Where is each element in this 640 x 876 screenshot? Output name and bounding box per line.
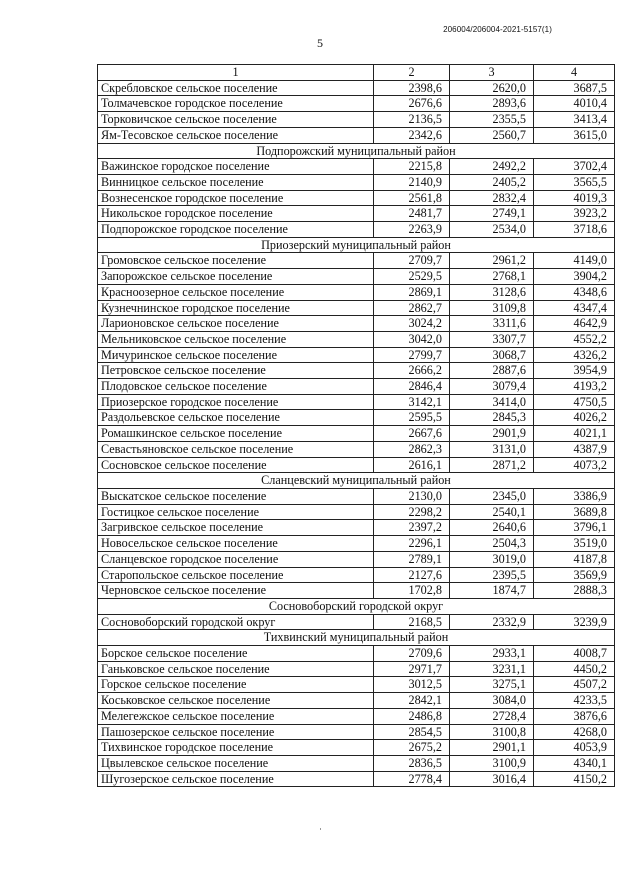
table-row xyxy=(98,771,615,787)
value-cell: 2168,5 xyxy=(374,614,450,630)
value-cell: 3904,2 xyxy=(534,269,615,285)
value-cell: 2888,3 xyxy=(534,583,615,599)
settlement-name-cell: Тихвинское городское поселение xyxy=(98,740,374,756)
settlement-name-cell: Сосновское сельское поселение xyxy=(98,457,374,473)
table-row xyxy=(98,80,615,96)
table-row xyxy=(98,347,615,363)
settlement-name-cell: Коськовское сельское поселение xyxy=(98,693,374,709)
table-body xyxy=(98,65,615,787)
value-cell: 2728,4 xyxy=(450,708,534,724)
column-header: 3 xyxy=(450,65,534,81)
value-cell: 2901,9 xyxy=(450,426,534,442)
settlement-name-cell: Мичуринское сельское поселение xyxy=(98,347,374,363)
table-row xyxy=(98,363,615,379)
value-cell: 3307,7 xyxy=(450,331,534,347)
column-header: 2 xyxy=(374,65,450,81)
table-row xyxy=(98,206,615,222)
value-cell: 3954,9 xyxy=(534,363,615,379)
value-cell: 4552,2 xyxy=(534,331,615,347)
value-cell: 2667,6 xyxy=(374,426,450,442)
value-cell: 2789,1 xyxy=(374,551,450,567)
value-cell: 4021,1 xyxy=(534,426,615,442)
value-cell: 2901,1 xyxy=(450,740,534,756)
value-cell: 2666,2 xyxy=(374,363,450,379)
settlement-name-cell: Скребловское сельское поселение xyxy=(98,80,374,96)
value-cell: 3275,1 xyxy=(450,677,534,693)
table-row xyxy=(98,755,615,771)
table-row xyxy=(98,331,615,347)
value-cell: 4326,2 xyxy=(534,347,615,363)
settlement-name-cell: Гостицкое сельское поселение xyxy=(98,504,374,520)
value-cell: 4233,5 xyxy=(534,693,615,709)
table-row xyxy=(98,394,615,410)
value-cell: 2676,6 xyxy=(374,96,450,112)
value-cell: 2561,8 xyxy=(374,190,450,206)
value-cell: 4642,9 xyxy=(534,316,615,332)
table-row xyxy=(98,536,615,552)
value-cell: 2933,1 xyxy=(450,646,534,662)
value-cell: 2540,1 xyxy=(450,504,534,520)
value-cell: 3128,6 xyxy=(450,284,534,300)
settlement-name-cell: Цвылевское сельское поселение xyxy=(98,755,374,771)
district-title: Тихвинский муниципальный район xyxy=(98,630,615,646)
value-cell: 2560,7 xyxy=(450,127,534,143)
table-row xyxy=(98,269,615,285)
table-row xyxy=(98,441,615,457)
table-row xyxy=(98,708,615,724)
value-cell: 2836,5 xyxy=(374,755,450,771)
value-cell: 4750,5 xyxy=(534,394,615,410)
value-cell: 2140,9 xyxy=(374,174,450,190)
settlement-name-cell: Ганьковское сельское поселение xyxy=(98,661,374,677)
value-cell: 2263,9 xyxy=(374,222,450,238)
value-cell: 2397,2 xyxy=(374,520,450,536)
settlement-name-cell: Старопольское сельское поселение xyxy=(98,567,374,583)
settlement-name-cell: Запорожское сельское поселение xyxy=(98,269,374,285)
settlement-name-cell: Торковичское сельское поселение xyxy=(98,112,374,128)
value-cell: 2136,5 xyxy=(374,112,450,128)
value-cell: 4193,2 xyxy=(534,379,615,395)
value-cell: 2749,1 xyxy=(450,206,534,222)
table-row xyxy=(98,661,615,677)
value-cell: 3131,0 xyxy=(450,441,534,457)
value-cell: 2486,8 xyxy=(374,708,450,724)
table-row xyxy=(98,740,615,756)
settlement-name-cell: Вознесенское городское поселение xyxy=(98,190,374,206)
settlement-name-cell: Ромашкинское сельское поселение xyxy=(98,426,374,442)
district-title: Приозерский муниципальный район xyxy=(98,237,615,253)
value-cell: 4008,7 xyxy=(534,646,615,662)
settlement-name-cell: Мелегежское сельское поселение xyxy=(98,708,374,724)
settlement-name-cell: Борское сельское поселение xyxy=(98,646,374,662)
value-cell: 2971,7 xyxy=(374,661,450,677)
value-cell: 3923,2 xyxy=(534,206,615,222)
value-cell: 3687,5 xyxy=(534,80,615,96)
district-header-row xyxy=(98,598,615,614)
settlement-name-cell: Раздольевское сельское поселение xyxy=(98,410,374,426)
value-cell: 2130,0 xyxy=(374,488,450,504)
value-cell: 2862,3 xyxy=(374,441,450,457)
settlement-name-cell: Шугозерское сельское поселение xyxy=(98,771,374,787)
value-cell: 2709,7 xyxy=(374,253,450,269)
value-cell: 3689,8 xyxy=(534,504,615,520)
district-title: Подпорожский муниципальный район xyxy=(98,143,615,159)
value-cell: 2595,5 xyxy=(374,410,450,426)
district-title: Сланцевский муниципальный район xyxy=(98,473,615,489)
value-cell: 2215,8 xyxy=(374,159,450,175)
table-row xyxy=(98,551,615,567)
value-cell: 2845,3 xyxy=(450,410,534,426)
value-cell: 2832,4 xyxy=(450,190,534,206)
table-row xyxy=(98,190,615,206)
table-row xyxy=(98,222,615,238)
settlement-name-cell: Приозерское городское поселение xyxy=(98,394,374,410)
column-header: 4 xyxy=(534,65,615,81)
document-id: 206004/206004-2021-5157(1) xyxy=(443,25,552,34)
table-row xyxy=(98,488,615,504)
table-row xyxy=(98,174,615,190)
value-cell: 3016,4 xyxy=(450,771,534,787)
table-row xyxy=(98,677,615,693)
value-cell: 3079,4 xyxy=(450,379,534,395)
value-cell: 2846,4 xyxy=(374,379,450,395)
value-cell: 2961,2 xyxy=(450,253,534,269)
value-cell: 1702,8 xyxy=(374,583,450,599)
value-cell: 3024,2 xyxy=(374,316,450,332)
table-row xyxy=(98,410,615,426)
value-cell: 3876,6 xyxy=(534,708,615,724)
table-row xyxy=(98,379,615,395)
value-cell: 2862,7 xyxy=(374,300,450,316)
value-cell: 3042,0 xyxy=(374,331,450,347)
value-cell: 2481,7 xyxy=(374,206,450,222)
table-header-row xyxy=(98,65,615,81)
value-cell: 2345,0 xyxy=(450,488,534,504)
table-row xyxy=(98,127,615,143)
value-cell: 2332,9 xyxy=(450,614,534,630)
value-cell: 1874,7 xyxy=(450,583,534,599)
value-cell: 2492,2 xyxy=(450,159,534,175)
table-row xyxy=(98,96,615,112)
value-cell: 3068,7 xyxy=(450,347,534,363)
value-cell: 4387,9 xyxy=(534,441,615,457)
value-cell: 3142,1 xyxy=(374,394,450,410)
table-row xyxy=(98,724,615,740)
value-cell: 2355,5 xyxy=(450,112,534,128)
district-header-row xyxy=(98,630,615,646)
district-header-row xyxy=(98,473,615,489)
value-cell: 2395,5 xyxy=(450,567,534,583)
district-header-row xyxy=(98,237,615,253)
value-cell: 2504,3 xyxy=(450,536,534,552)
value-cell: 2298,2 xyxy=(374,504,450,520)
table-row xyxy=(98,504,615,520)
value-cell: 3100,8 xyxy=(450,724,534,740)
settlement-name-cell: Сланцевское городское поселение xyxy=(98,551,374,567)
table-row xyxy=(98,457,615,473)
value-cell: 4507,2 xyxy=(534,677,615,693)
settlement-name-cell: Плодовское сельское поселение xyxy=(98,379,374,395)
settlement-name-cell: Громовское сельское поселение xyxy=(98,253,374,269)
value-cell: 3084,0 xyxy=(450,693,534,709)
value-cell: 3109,8 xyxy=(450,300,534,316)
value-cell: 4340,1 xyxy=(534,755,615,771)
value-cell: 2529,5 xyxy=(374,269,450,285)
value-cell: 3718,6 xyxy=(534,222,615,238)
settlement-name-cell: Красноозерное сельское поселение xyxy=(98,284,374,300)
table-row xyxy=(98,300,615,316)
value-cell: 2871,2 xyxy=(450,457,534,473)
value-cell: 2778,4 xyxy=(374,771,450,787)
district-header-row xyxy=(98,143,615,159)
value-cell: 3239,9 xyxy=(534,614,615,630)
settlement-name-cell: Сосновоборский городской округ xyxy=(98,614,374,630)
table-row xyxy=(98,253,615,269)
value-cell: 2799,7 xyxy=(374,347,450,363)
table-row xyxy=(98,426,615,442)
settlement-name-cell: Ям-Тесовское сельское поселение xyxy=(98,127,374,143)
value-cell: 4268,0 xyxy=(534,724,615,740)
value-cell: 3519,0 xyxy=(534,536,615,552)
scan-speck xyxy=(320,828,321,830)
value-cell: 3386,9 xyxy=(534,488,615,504)
table-row xyxy=(98,583,615,599)
data-table xyxy=(97,64,615,787)
table-row xyxy=(98,159,615,175)
settlement-name-cell: Пашозерское сельское поселение xyxy=(98,724,374,740)
value-cell: 4149,0 xyxy=(534,253,615,269)
value-cell: 3796,1 xyxy=(534,520,615,536)
value-cell: 2709,6 xyxy=(374,646,450,662)
value-cell: 4187,8 xyxy=(534,551,615,567)
value-cell: 2768,1 xyxy=(450,269,534,285)
value-cell: 4010,4 xyxy=(534,96,615,112)
settlement-name-cell: Мельниковское сельское поселение xyxy=(98,331,374,347)
district-title: Сосновоборский городской округ xyxy=(98,598,615,614)
value-cell: 3012,5 xyxy=(374,677,450,693)
settlement-name-cell: Новосельское сельское поселение xyxy=(98,536,374,552)
value-cell: 2854,5 xyxy=(374,724,450,740)
value-cell: 2127,6 xyxy=(374,567,450,583)
page-number: 5 xyxy=(317,36,323,50)
value-cell: 3413,4 xyxy=(534,112,615,128)
value-cell: 4053,9 xyxy=(534,740,615,756)
value-cell: 3414,0 xyxy=(450,394,534,410)
value-cell: 4026,2 xyxy=(534,410,615,426)
column-header: 1 xyxy=(98,65,374,81)
table-row xyxy=(98,614,615,630)
value-cell: 2534,0 xyxy=(450,222,534,238)
settlement-name-cell: Кузнечнинское городское поселение xyxy=(98,300,374,316)
settlement-name-cell: Загривское сельское поселение xyxy=(98,520,374,536)
settlement-name-cell: Горское сельское поселение xyxy=(98,677,374,693)
settlement-name-cell: Важинское городское поселение xyxy=(98,159,374,175)
value-cell: 2620,0 xyxy=(450,80,534,96)
settlement-name-cell: Севастьяновское сельское поселение xyxy=(98,441,374,457)
value-cell: 3311,6 xyxy=(450,316,534,332)
value-cell: 2342,6 xyxy=(374,127,450,143)
value-cell: 4019,3 xyxy=(534,190,615,206)
settlement-name-cell: Выскатское сельское поселение xyxy=(98,488,374,504)
value-cell: 4150,2 xyxy=(534,771,615,787)
value-cell: 4348,6 xyxy=(534,284,615,300)
settlement-name-cell: Толмачевское городское поселение xyxy=(98,96,374,112)
settlement-name-cell: Черновское сельское поселение xyxy=(98,583,374,599)
table-row xyxy=(98,520,615,536)
value-cell: 2893,6 xyxy=(450,96,534,112)
table-row xyxy=(98,693,615,709)
table-row xyxy=(98,316,615,332)
value-cell: 3019,0 xyxy=(450,551,534,567)
value-cell: 3702,4 xyxy=(534,159,615,175)
value-cell: 3615,0 xyxy=(534,127,615,143)
value-cell: 4073,2 xyxy=(534,457,615,473)
value-cell: 3100,9 xyxy=(450,755,534,771)
table-row xyxy=(98,567,615,583)
settlement-name-cell: Ларионовское сельское поселение xyxy=(98,316,374,332)
settlement-name-cell: Петровское сельское поселение xyxy=(98,363,374,379)
value-cell: 3569,9 xyxy=(534,567,615,583)
settlement-name-cell: Никольское городское поселение xyxy=(98,206,374,222)
settlement-name-cell: Винницкое сельское поселение xyxy=(98,174,374,190)
value-cell: 2398,6 xyxy=(374,80,450,96)
value-cell: 2842,1 xyxy=(374,693,450,709)
value-cell: 3565,5 xyxy=(534,174,615,190)
value-cell: 4347,4 xyxy=(534,300,615,316)
table-row xyxy=(98,646,615,662)
value-cell: 2616,1 xyxy=(374,457,450,473)
value-cell: 2296,1 xyxy=(374,536,450,552)
value-cell: 3231,1 xyxy=(450,661,534,677)
settlement-name-cell: Подпорожское городское поселение xyxy=(98,222,374,238)
value-cell: 2675,2 xyxy=(374,740,450,756)
value-cell: 2887,6 xyxy=(450,363,534,379)
value-cell: 4450,2 xyxy=(534,661,615,677)
table-row xyxy=(98,284,615,300)
data-table-container xyxy=(97,64,614,787)
value-cell: 2869,1 xyxy=(374,284,450,300)
value-cell: 2640,6 xyxy=(450,520,534,536)
table-row xyxy=(98,112,615,128)
value-cell: 2405,2 xyxy=(450,174,534,190)
